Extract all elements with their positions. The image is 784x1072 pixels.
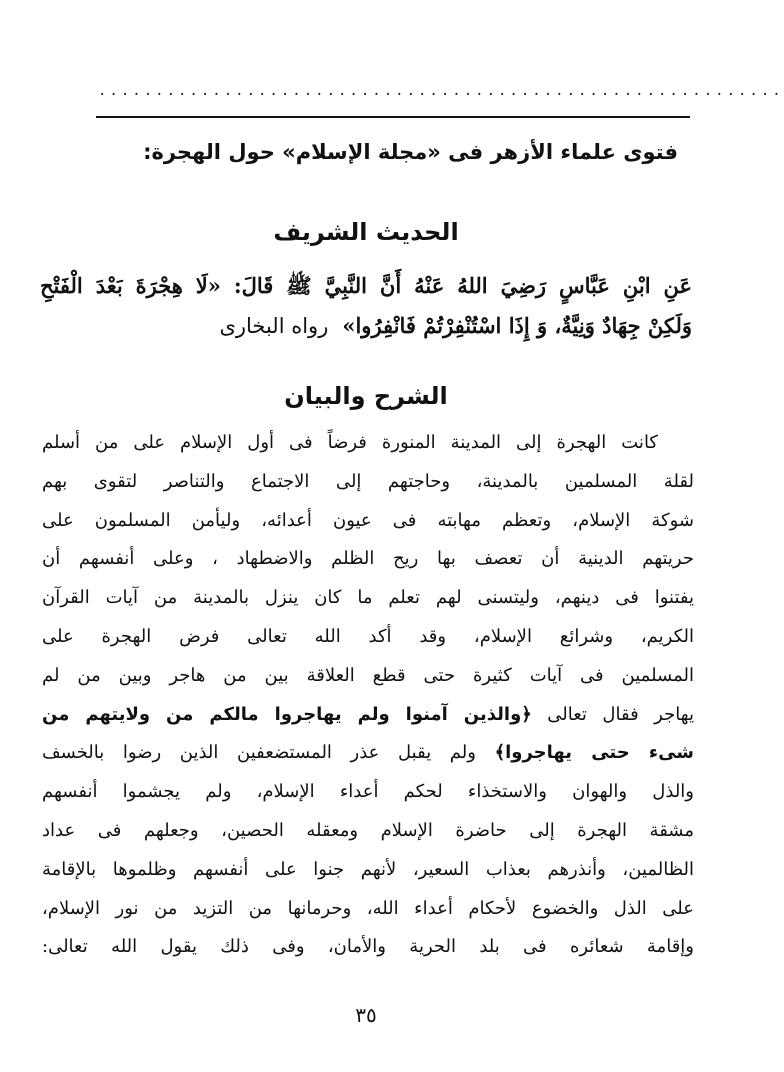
body-text: ولم يقبل عذر المستضعفين الذين رضوا بالخسف (42, 742, 476, 764)
body-line: يفتنوا فى دينهم، وليتسنى لهم تعلم ما كان ينزل بالمدينة من آيات القرآن (42, 587, 694, 609)
explanation-body (42, 424, 694, 967)
body-line: كانت الهجرة إلى المدينة المنورة فرضاً فى أول الإسلام على من أسلم (42, 432, 658, 453)
body-text: يهاجر فقال تعالى (547, 703, 694, 725)
section-heading: فتوى علماء الأزهر فى «مجلة الإسلام» حول الهجرة: (143, 140, 678, 164)
body-line: والذل والهوان والاستخذاء لحكم أعداء الإسلام، ولم يجشموا أنفسهم (42, 781, 694, 803)
body-line-with-verse (42, 734, 694, 773)
hadith-text-line-2 (40, 306, 692, 346)
header-dotted-line: ............................................................ (98, 83, 784, 99)
hadith-title: الحديث الشريف (273, 218, 459, 246)
quran-verse: شىء حتى يهاجروا﴾ (494, 742, 694, 764)
hadith-narrator: رواه البخارى (219, 314, 329, 338)
body-line: المسلمين فى آيات كثيرة حتى قطع العلاقة بين من هاجر وبين من لم (42, 664, 694, 686)
hadith-text-line-1: عَنِ ابْنِ عَبَّاسٍ رَضِيَ اللهُ عَنْهُ أَنَّ النَّبِيَّ ﷺ قَالَ: «لَا هِجْرَةَ بَعْدَ الْفَتْحِ (40, 273, 692, 298)
quran-verse: ﴿والذين آمنوا ولم يهاجروا مالكم من ولايتهم من (42, 703, 532, 725)
header-rule (96, 116, 690, 118)
hadith-text: وَلَكِنْ جِهَادٌ وَنِيَّةٌ، وَ إِذَا اسْتُنْفِرْتُمْ فَانْفِرُوا» (342, 313, 692, 338)
body-line-with-verse (42, 696, 694, 735)
body-line: على الذل والخضوع لأحكام أعداء الله، وحرمانها من التزيد من نور الإسلام، (42, 897, 694, 919)
body-line: حريتهم الدينية أن تعصف بها ريح الظلم والاضطهاد ، وعلى أنفسهم أن (42, 548, 694, 570)
page-number: ٣٥ (355, 1003, 377, 1027)
body-line: الكريم، وشرائع الإسلام، وقد أكد الله تعالى فرض الهجرة على (42, 625, 694, 647)
body-line: شوكة الإسلام، وتعظم مهابته فى عيون أعدائه، وليأمن المسلمون على (42, 509, 694, 531)
explanation-title: الشرح والبيان (284, 382, 448, 410)
body-line: الظالمين، وأنذرهم بعذاب السعير، لأنهم جنوا على أنفسهم وظلموها بالإقامة (42, 858, 694, 880)
body-line: لقلة المسلمين بالمدينة، وحاجتهم إلى الاجتماع والتناصر لتقوى بهم (42, 470, 694, 492)
body-line: وإقامة شعائره فى بلد الحرية والأمان، وفى ذلك يقول الله تعالى: (42, 936, 694, 958)
body-line: مشقة الهجرة إلى حاضرة الإسلام ومعقله الحصين، وجعلهم فى عداد (42, 819, 694, 841)
